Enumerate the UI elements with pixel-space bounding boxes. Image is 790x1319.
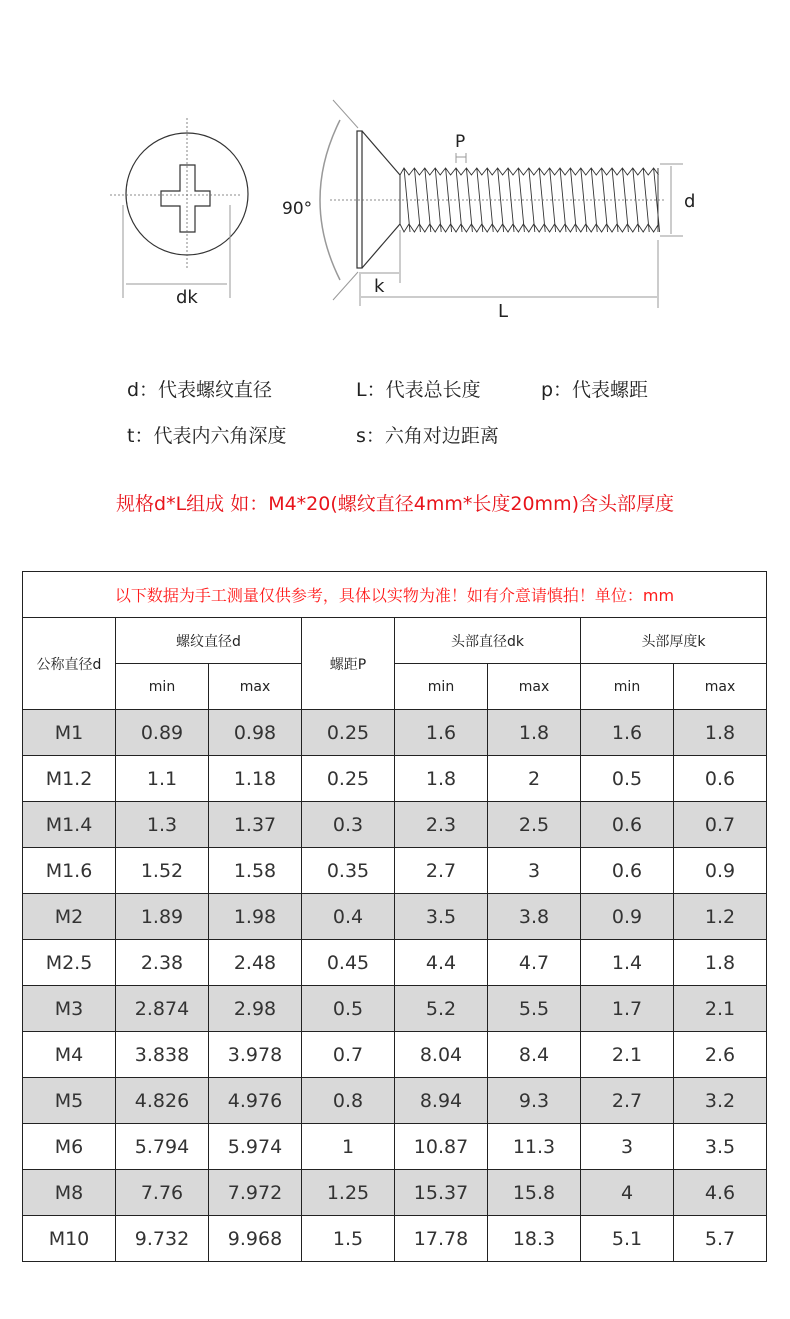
legend-L: L：代表总长度	[356, 379, 481, 401]
table-cell: 4.4	[395, 940, 488, 986]
table-cell: 1.5	[302, 1216, 395, 1262]
dk-label: dk	[176, 287, 198, 308]
table-cell: 9.3	[488, 1078, 581, 1124]
table-cell: 0.6	[581, 802, 674, 848]
table-cell: 8.94	[395, 1078, 488, 1124]
table-cell: 0.25	[302, 756, 395, 802]
table-row	[23, 710, 767, 756]
head-top-view	[110, 118, 248, 298]
table-row	[23, 986, 767, 1032]
table-cell: 8.04	[395, 1032, 488, 1078]
table-cell: 1.58	[209, 848, 302, 894]
legend-t: t：代表内六角深度	[127, 425, 287, 447]
table-cell: 2.7	[395, 848, 488, 894]
table-cell: M1.6	[23, 848, 116, 894]
table-cell: 1.4	[581, 940, 674, 986]
table-row	[23, 756, 767, 802]
table-notice: 以下数据为手工测量仅供参考，具体以实物为准！如有介意请慎拍！单位：mm	[23, 572, 767, 618]
table-cell: 1	[302, 1124, 395, 1170]
table-cell: 0.6	[674, 756, 767, 802]
table-cell: M1.4	[23, 802, 116, 848]
table-cell: 0.5	[302, 986, 395, 1032]
header-nominal: 公称直径d	[23, 618, 116, 710]
legend-p: p：代表螺距	[541, 379, 649, 401]
table-cell: 7.76	[116, 1170, 209, 1216]
table-cell: M8	[23, 1170, 116, 1216]
table-cell: 2.48	[209, 940, 302, 986]
header-thread: 螺纹直径d	[116, 618, 302, 664]
table-cell: 2.874	[116, 986, 209, 1032]
table-cell: 9.732	[116, 1216, 209, 1262]
header-max: max	[674, 664, 767, 710]
table-cell: 0.45	[302, 940, 395, 986]
screw-diagram	[0, 0, 790, 340]
length-label: L	[498, 301, 509, 322]
table-cell: 17.78	[395, 1216, 488, 1262]
table-cell: M6	[23, 1124, 116, 1170]
diameter-label: d	[684, 191, 696, 212]
table-cell: 2.38	[116, 940, 209, 986]
table-cell: 0.35	[302, 848, 395, 894]
table-row	[23, 1124, 767, 1170]
table-cell: 4.6	[674, 1170, 767, 1216]
table-cell: 0.98	[209, 710, 302, 756]
table-cell: M2	[23, 894, 116, 940]
spec-note: 规格d*L组成 如：M4*20(螺纹直径4mm*长度20mm)含头部厚度	[116, 493, 674, 515]
table-cell: 2.6	[674, 1032, 767, 1078]
table-cell: 1.25	[302, 1170, 395, 1216]
table-cell: 0.7	[302, 1032, 395, 1078]
table-cell: 4.976	[209, 1078, 302, 1124]
table-row	[23, 848, 767, 894]
table-row	[23, 1216, 767, 1262]
table-cell: 2	[488, 756, 581, 802]
table-cell: 5.974	[209, 1124, 302, 1170]
table-cell: 2.5	[488, 802, 581, 848]
table-cell: 4.826	[116, 1078, 209, 1124]
table-cell: 0.25	[302, 710, 395, 756]
table-cell: 2.7	[581, 1078, 674, 1124]
table-cell: M5	[23, 1078, 116, 1124]
table-cell: 3.8	[488, 894, 581, 940]
pitch-label: P	[455, 132, 466, 152]
table-cell: 3.2	[674, 1078, 767, 1124]
header-min: min	[395, 664, 488, 710]
table-row	[23, 940, 767, 986]
table-cell: 1.18	[209, 756, 302, 802]
table-cell: 3	[581, 1124, 674, 1170]
table-cell: M2.5	[23, 940, 116, 986]
table-cell: 1.89	[116, 894, 209, 940]
table-cell: 1.7	[581, 986, 674, 1032]
header-head-thk: 头部厚度k	[581, 618, 767, 664]
table-cell: 2.3	[395, 802, 488, 848]
table-cell: 4	[581, 1170, 674, 1216]
table-row	[23, 1032, 767, 1078]
table-row	[23, 802, 767, 848]
header-max: max	[209, 664, 302, 710]
table-row	[23, 1078, 767, 1124]
table-cell: M4	[23, 1032, 116, 1078]
table-cell: 3.5	[674, 1124, 767, 1170]
table-cell: 0.9	[581, 894, 674, 940]
table-cell: 0.89	[116, 710, 209, 756]
table-cell: 15.37	[395, 1170, 488, 1216]
table-cell: 5.5	[488, 986, 581, 1032]
table-cell: 7.972	[209, 1170, 302, 1216]
table-cell: 1.8	[674, 710, 767, 756]
table-cell: 9.968	[209, 1216, 302, 1262]
angle-label: 90°	[282, 199, 313, 219]
table-cell: 2.98	[209, 986, 302, 1032]
table-cell: M1.2	[23, 756, 116, 802]
table-cell: 5.1	[581, 1216, 674, 1262]
table-cell: 3	[488, 848, 581, 894]
header-min: min	[581, 664, 674, 710]
table-cell: 3.838	[116, 1032, 209, 1078]
k-label: k	[374, 276, 385, 297]
table-cell: 1.8	[395, 756, 488, 802]
table-cell: 1.37	[209, 802, 302, 848]
table-cell: 1.52	[116, 848, 209, 894]
table-cell: 3.978	[209, 1032, 302, 1078]
header-head-dia: 头部直径dk	[395, 618, 581, 664]
table-cell: M3	[23, 986, 116, 1032]
table-cell: 5.7	[674, 1216, 767, 1262]
header-min: min	[116, 664, 209, 710]
table-cell: 1.98	[209, 894, 302, 940]
table-cell: M1	[23, 710, 116, 756]
table-cell: 1.1	[116, 756, 209, 802]
table-cell: 0.4	[302, 894, 395, 940]
table-cell: 0.5	[581, 756, 674, 802]
table-row	[23, 1170, 767, 1216]
table-cell: 8.4	[488, 1032, 581, 1078]
table-cell: 10.87	[395, 1124, 488, 1170]
table-cell: 11.3	[488, 1124, 581, 1170]
spec-table	[22, 571, 767, 1262]
table-cell: 18.3	[488, 1216, 581, 1262]
table-cell: M10	[23, 1216, 116, 1262]
table-cell: 5.794	[116, 1124, 209, 1170]
table-cell: 1.8	[674, 940, 767, 986]
table-cell: 3.5	[395, 894, 488, 940]
table-cell: 1.3	[116, 802, 209, 848]
table-cell: 1.6	[581, 710, 674, 756]
table-cell: 0.3	[302, 802, 395, 848]
legend-d: d：代表螺纹直径	[127, 379, 273, 401]
table-cell: 0.9	[674, 848, 767, 894]
header-max: max	[488, 664, 581, 710]
table-cell: 0.8	[302, 1078, 395, 1124]
header-pitch: 螺距P	[302, 618, 395, 710]
table-cell: 1.2	[674, 894, 767, 940]
table-cell: 2.1	[581, 1032, 674, 1078]
table-cell: 0.6	[581, 848, 674, 894]
table-cell: 1.6	[395, 710, 488, 756]
table-cell: 1.8	[488, 710, 581, 756]
table-row	[23, 894, 767, 940]
table-cell: 2.1	[674, 986, 767, 1032]
table-cell: 0.7	[674, 802, 767, 848]
legend-s: s：六角对边距离	[356, 425, 499, 447]
table-cell: 15.8	[488, 1170, 581, 1216]
table-cell: 5.2	[395, 986, 488, 1032]
table-cell: 4.7	[488, 940, 581, 986]
